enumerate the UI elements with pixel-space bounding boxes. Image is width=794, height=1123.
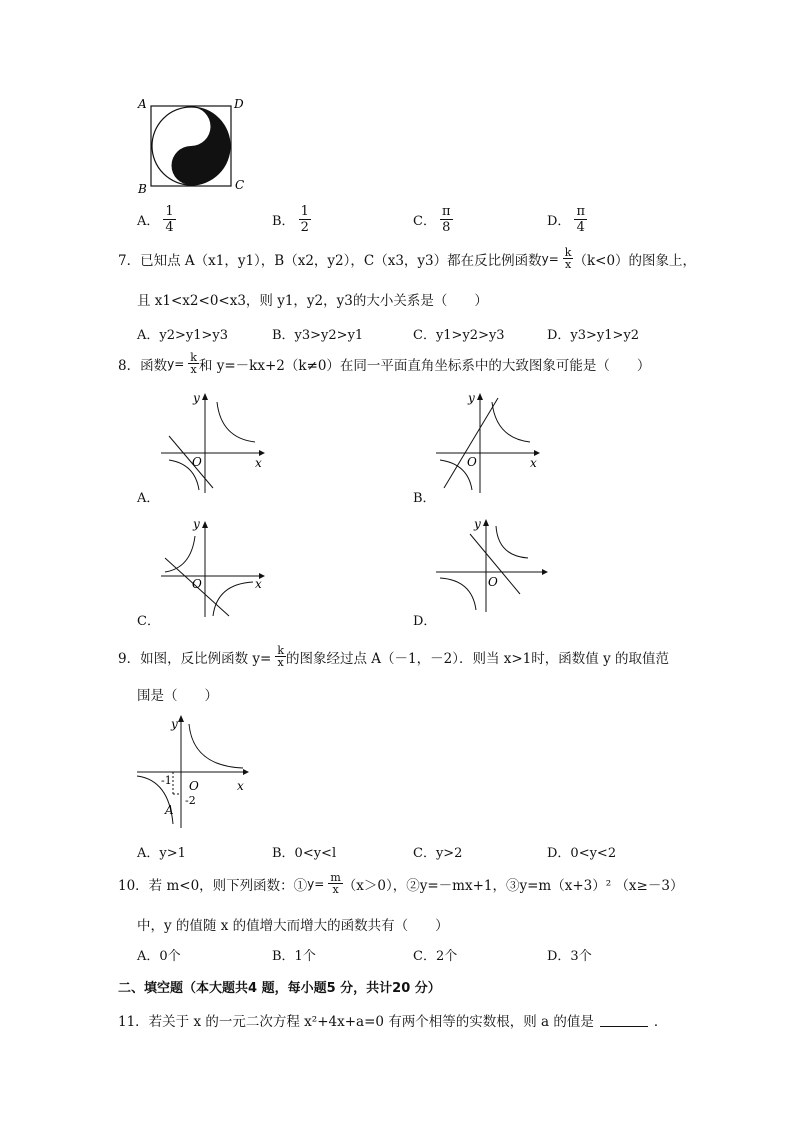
q9-stem-line1 xyxy=(118,645,669,668)
q9-graph xyxy=(135,712,255,836)
origin-label: O xyxy=(192,577,202,591)
denominator: x xyxy=(277,656,284,669)
axis-y-label: y xyxy=(193,517,200,531)
option-letter: B． xyxy=(272,214,295,229)
tick-neg2: -2 xyxy=(185,794,196,807)
q7-option-c[interactable]: C．y1>y2>y3 xyxy=(413,328,505,343)
axis-x-label: x xyxy=(255,577,262,591)
numerator: k xyxy=(564,246,572,259)
q11-text-pre: 11．若关于 x 的一元二次方程 x²+4x+a=0 有两个相等的实数根，则 a 的值是 xyxy=(118,1014,594,1030)
q6-option-b[interactable] xyxy=(272,204,311,235)
q9-option-c[interactable]: C．y>2 xyxy=(413,846,463,861)
q8-option-d[interactable]: D． xyxy=(413,614,437,629)
denominator: 8 xyxy=(442,220,451,235)
numerator: 1 xyxy=(300,204,309,219)
label-d: D xyxy=(234,98,244,111)
q6-option-c[interactable] xyxy=(413,204,453,235)
q7-text-pre: 7．已知点 A（x1，y1），B（x2，y2），C（x3，y3）都在反比例函数 xyxy=(118,252,542,269)
q8-stem xyxy=(118,352,650,375)
q9-option-b[interactable]: B．0<y<l xyxy=(272,846,337,861)
numerator: π xyxy=(576,204,585,219)
section-heading: 二、填空题（本大题共4 题，每小题5 分，共计20 分） xyxy=(118,981,441,996)
q9-text-post: 的图象经过点 A（－1，－2）．则当 x>1时，函数值 y 的取值范 xyxy=(286,650,669,667)
q6-option-a[interactable] xyxy=(137,204,176,235)
axis-x-label: x xyxy=(237,779,244,793)
q7-text-post: （k<0）的图象上， xyxy=(573,252,697,269)
q10-text-post: （x＞0），②y=－mx+1，③y=m（x+3）² （x≥－3） xyxy=(342,877,684,894)
q10-func-y: y= xyxy=(307,876,325,891)
q9-option-a[interactable]: A．y>1 xyxy=(137,846,186,861)
option-letter: D． xyxy=(547,214,571,229)
q8-text-pre: 8．函数 xyxy=(118,357,168,374)
q10-stem-line2: 中，y 的值随 x 的值增大而增大的函数共有（ ） xyxy=(137,918,449,934)
q9-stem-line2: 围是（ ） xyxy=(137,688,218,704)
q9-text-pre: 9．如图，反比例函数 y= xyxy=(118,650,272,667)
tick-neg1: -1 xyxy=(161,774,172,787)
label-c: C xyxy=(235,178,245,192)
axis-y-label: y xyxy=(171,717,178,731)
denominator: 4 xyxy=(576,220,585,235)
option-letter: C． xyxy=(413,214,436,229)
q8-graph-b xyxy=(430,388,550,502)
q7-stem-line2: 且 x1<x2<0<x3，则 y1，y2，y3的大小关系是（ ） xyxy=(137,293,488,309)
option-letter: A． xyxy=(137,214,160,229)
numerator: k xyxy=(277,644,284,657)
q8-option-a[interactable]: A． xyxy=(137,491,160,506)
answer-blank[interactable] xyxy=(600,1014,648,1027)
origin-label: O xyxy=(192,455,202,469)
axis-y-label: y xyxy=(193,391,200,405)
axis-x-label: x xyxy=(530,456,537,470)
q7-option-a[interactable]: A．y2>y1>y3 xyxy=(137,328,229,343)
q8-graph-c xyxy=(155,512,275,626)
q10-option-d[interactable]: D．3个 xyxy=(547,949,592,964)
label-b: B xyxy=(138,182,147,196)
denominator: x xyxy=(190,363,197,376)
denominator: x xyxy=(332,883,339,896)
q10-text-pre: 10．若 m<0，则下列函数：① xyxy=(118,877,308,894)
label-a: A xyxy=(138,98,147,111)
point-a-label: A xyxy=(165,803,174,817)
denominator: x xyxy=(565,258,572,271)
denominator: 2 xyxy=(300,220,309,235)
q10-option-b[interactable]: B．1个 xyxy=(272,949,316,964)
axis-y-label: y xyxy=(474,517,481,531)
q6-figure xyxy=(136,98,256,198)
numerator: k xyxy=(190,351,197,364)
numerator: 1 xyxy=(165,204,174,219)
q7-func-y: y= xyxy=(541,251,559,266)
q8-graph-a xyxy=(155,388,275,502)
q6-option-d[interactable] xyxy=(547,204,587,235)
q8-text-post: 和 y=－kx+2（k≠0）在同一平面直角坐标系中的大致图象可能是（ ） xyxy=(198,357,651,374)
numerator: m xyxy=(330,871,341,884)
axis-x-label: x xyxy=(255,456,262,470)
origin-label: O xyxy=(189,779,199,793)
q8-graph-d xyxy=(430,512,560,626)
q7-option-d[interactable]: D．y3>y1>y2 xyxy=(547,328,640,343)
origin-label: O xyxy=(467,455,477,469)
q10-option-c[interactable]: C．2个 xyxy=(413,949,458,964)
q8-func-y: y= xyxy=(167,356,185,371)
origin-label: O xyxy=(488,575,498,589)
q10-stem-line1 xyxy=(118,872,683,895)
q11-stem xyxy=(118,1010,667,1030)
q8-option-b[interactable]: B． xyxy=(413,491,436,506)
axis-y-label: y xyxy=(468,391,475,405)
q8-option-c[interactable]: C． xyxy=(137,614,160,629)
q7-stem-line1 xyxy=(118,247,696,270)
denominator: 4 xyxy=(165,220,174,235)
q9-option-d[interactable]: D．0<y<2 xyxy=(547,846,617,861)
q10-option-a[interactable]: A．0个 xyxy=(137,949,181,964)
q7-option-b[interactable]: B．y3>y2>y1 xyxy=(272,328,364,343)
taiji-square-figure xyxy=(136,98,256,198)
numerator: π xyxy=(441,204,451,219)
q11-text-post: ． xyxy=(653,1014,668,1030)
